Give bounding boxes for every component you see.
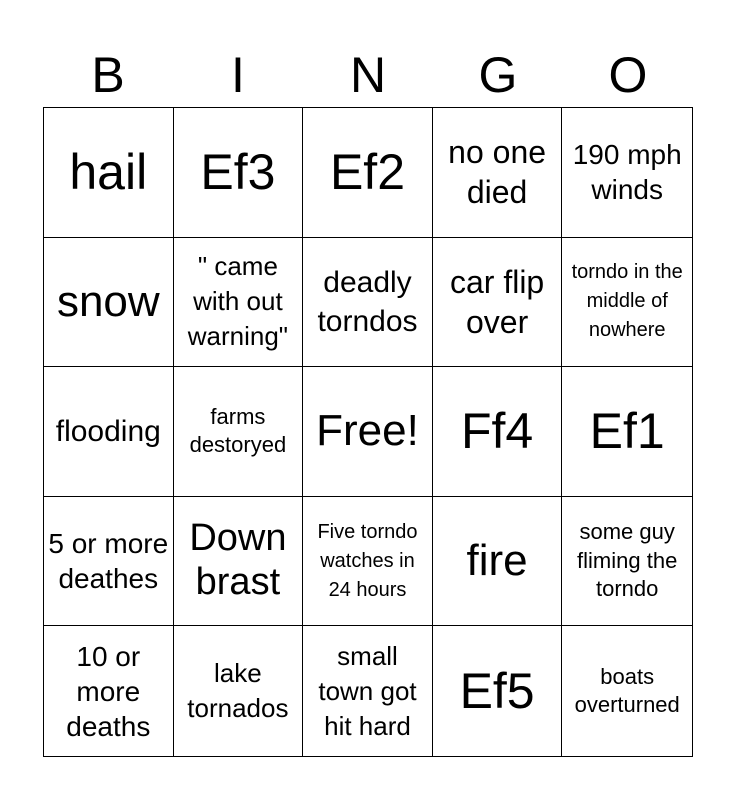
bingo-cell free-space[interactable]: Free! (303, 367, 433, 497)
bingo-cell[interactable]: torndo in the middle of nowhere (562, 238, 692, 368)
bingo-cell[interactable]: 10 or more deaths (44, 626, 174, 756)
bingo-cell[interactable]: lake tornados (174, 626, 304, 756)
bingo-cell[interactable]: Five torndo watches in 24 hours (303, 497, 433, 627)
bingo-cell[interactable]: 190 mph winds (562, 108, 692, 238)
bingo-cell[interactable]: Ef5 (433, 626, 563, 756)
header-letter-n: N (349, 47, 387, 103)
bingo-cell[interactable]: snow (44, 238, 174, 368)
bingo-cell[interactable]: fire (433, 497, 563, 627)
bingo-cell[interactable]: no one died (433, 108, 563, 238)
header-letter-g: G (478, 47, 518, 103)
bingo-cell[interactable]: 5 or more deathes (44, 497, 174, 627)
bingo-cell[interactable]: deadly torndos (303, 238, 433, 368)
bingo-cell[interactable]: boats overturned (574, 663, 680, 718)
bingo-cell[interactable]: Ff4 (433, 367, 563, 497)
header-letter-i: I (231, 47, 245, 103)
bingo-cell[interactable]: hail (44, 108, 174, 238)
bingo-cell[interactable]: flooding (44, 367, 174, 497)
bingo-cell[interactable]: small town got hit hard (303, 626, 433, 756)
bingo-cell[interactable]: car flip over (433, 238, 563, 368)
bingo-cell[interactable]: Down brast (174, 497, 304, 627)
bingo-cell[interactable]: Ef3 (174, 108, 304, 238)
bingo-cell[interactable]: farms destoryed (174, 367, 304, 497)
header-letter-o: O (608, 47, 648, 103)
bingo-card (43, 107, 693, 757)
bingo-cell[interactable]: some guy fliming the torndo (562, 497, 692, 627)
header-letter-b: B (91, 47, 125, 103)
bingo-cell[interactable]: " came with out warning" (174, 238, 304, 368)
bingo-cell[interactable]: Ef2 (303, 108, 433, 238)
bingo-header (43, 44, 693, 106)
bingo-cell[interactable]: Ef1 (562, 367, 692, 497)
